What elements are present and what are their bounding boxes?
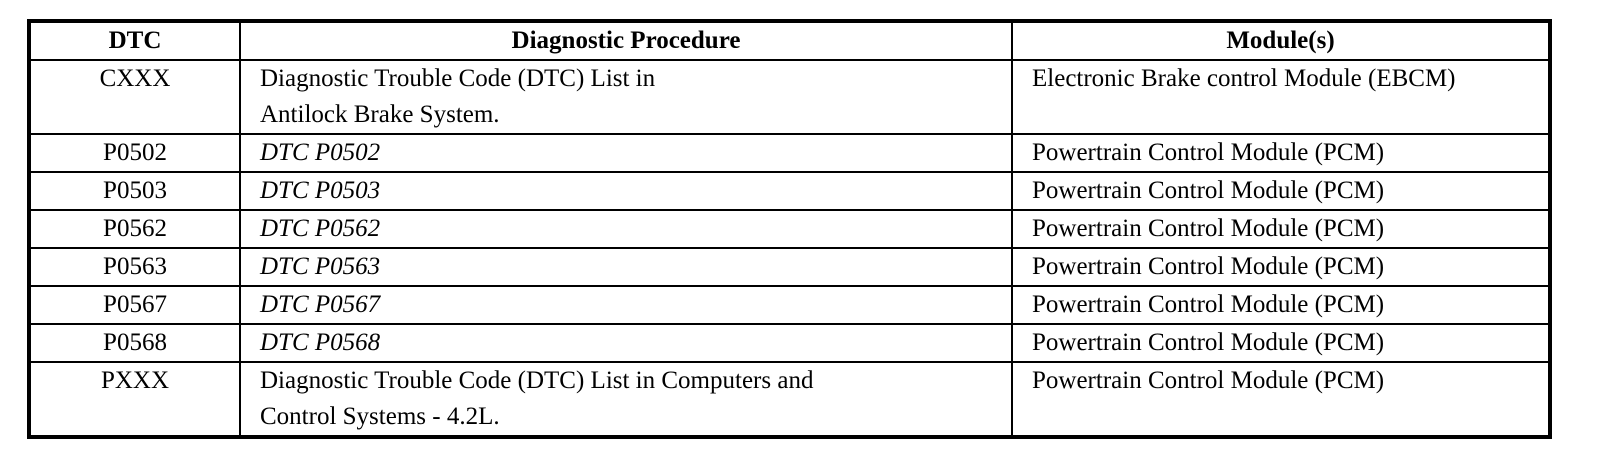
dtc-code: P0568 — [29, 324, 240, 362]
procedure-link[interactable]: DTC P0563 — [240, 248, 1012, 286]
module-cell: Powertrain Control Module (PCM) — [1012, 172, 1550, 210]
procedure-link[interactable]: DTC P0568 — [240, 324, 1012, 362]
table-row — [29, 210, 1550, 248]
header-modules: Module(s) — [1012, 21, 1550, 60]
header-diagnostic-procedure: Diagnostic Procedure — [240, 21, 1012, 60]
dtc-code: P0503 — [29, 172, 240, 210]
procedure-link[interactable]: DTC P0562 — [240, 210, 1012, 248]
procedure-line: Diagnostic Trouble Code (DTC) List in — [260, 65, 656, 92]
header-dtc: DTC — [29, 21, 240, 60]
table-row — [29, 60, 1550, 134]
module-cell: Powertrain Control Module (PCM) — [1012, 362, 1550, 437]
dtc-code: P0563 — [29, 248, 240, 286]
table-row — [29, 286, 1550, 324]
dtc-table — [27, 19, 1552, 439]
module-cell: Powertrain Control Module (PCM) — [1012, 286, 1550, 324]
procedure-line: Control Systems - 4.2L. — [260, 403, 500, 430]
module-cell: Electronic Brake control Module (EBCM) — [1012, 60, 1550, 134]
procedure-line: Antilock Brake System. — [260, 101, 500, 128]
dtc-code: PXXX — [29, 362, 240, 437]
procedure-cell — [240, 362, 1012, 437]
module-cell: Powertrain Control Module (PCM) — [1012, 210, 1550, 248]
table-row — [29, 248, 1550, 286]
module-cell: Powertrain Control Module (PCM) — [1012, 248, 1550, 286]
procedure-cell — [240, 60, 1012, 134]
module-cell: Powertrain Control Module (PCM) — [1012, 134, 1550, 172]
dtc-code: P0502 — [29, 134, 240, 172]
procedure-line: Diagnostic Trouble Code (DTC) List in Computers and — [260, 367, 814, 394]
procedure-link[interactable]: DTC P0567 — [240, 286, 1012, 324]
table-row — [29, 172, 1550, 210]
table-row — [29, 134, 1550, 172]
dtc-code: CXXX — [29, 60, 240, 134]
procedure-link[interactable]: DTC P0502 — [240, 134, 1012, 172]
module-cell: Powertrain Control Module (PCM) — [1012, 324, 1550, 362]
table-row — [29, 324, 1550, 362]
procedure-link[interactable]: DTC P0503 — [240, 172, 1012, 210]
table-row — [29, 362, 1550, 437]
dtc-code: P0567 — [29, 286, 240, 324]
header-row — [29, 21, 1550, 60]
dtc-code: P0562 — [29, 210, 240, 248]
